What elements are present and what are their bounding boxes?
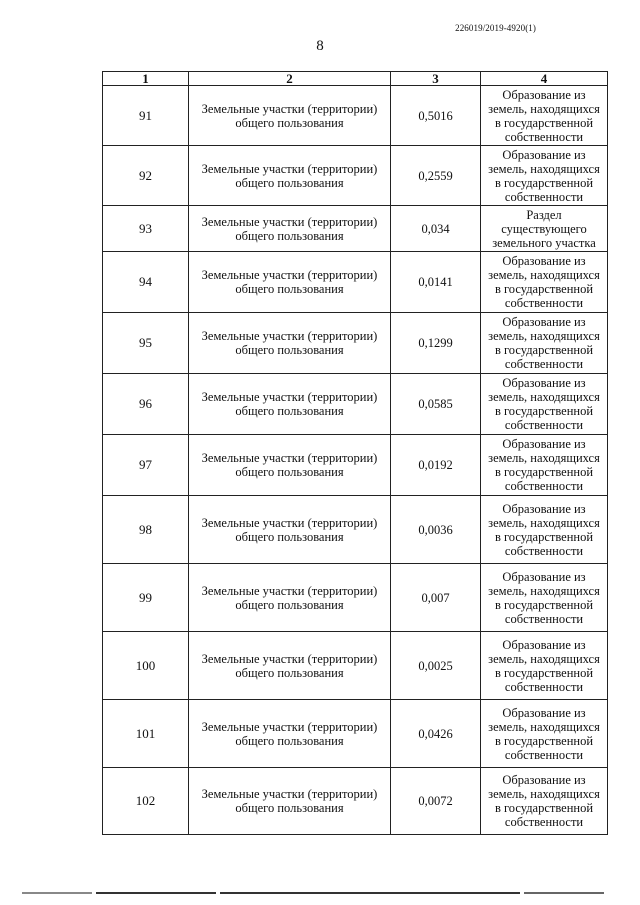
column-header: 3: [391, 72, 481, 86]
plot-purpose: Земельные участки (территории) общего пользования: [189, 146, 391, 206]
plot-purpose: Земельные участки (территории) общего пользования: [189, 252, 391, 313]
plot-number: 102: [103, 768, 189, 835]
plot-area: 0,5016: [391, 86, 481, 146]
formation-method: Образование из земель, находящихся в государственной собственности: [481, 252, 608, 313]
plot-number: 97: [103, 435, 189, 496]
plot-number: 91: [103, 86, 189, 146]
table-row: [103, 313, 608, 374]
plot-purpose: Земельные участки (территории) общего пользования: [189, 632, 391, 700]
plot-number: 93: [103, 206, 189, 252]
table-row: [103, 206, 608, 252]
table-row: [103, 700, 608, 768]
column-header: 2: [189, 72, 391, 86]
formation-method: Образование из земель, находящихся в государственной собственности: [481, 632, 608, 700]
table-row: [103, 496, 608, 564]
plot-purpose: Земельные участки (территории) общего пользования: [189, 374, 391, 435]
plot-number: 99: [103, 564, 189, 632]
formation-method: Образование из земель, находящихся в государственной собственности: [481, 768, 608, 835]
plot-purpose: Земельные участки (территории) общего пользования: [189, 313, 391, 374]
formation-method: Образование из земель, находящихся в государственной собственности: [481, 313, 608, 374]
plot-number: 94: [103, 252, 189, 313]
page-number: 8: [316, 38, 324, 54]
plot-purpose: Земельные участки (территории) общего пользования: [189, 496, 391, 564]
plot-area: 0,0072: [391, 768, 481, 835]
document-number: 226019/2019-4920(1): [455, 23, 536, 33]
table-row: [103, 435, 608, 496]
plot-area: 0,0585: [391, 374, 481, 435]
table-row: [103, 252, 608, 313]
plot-area: 0,0036: [391, 496, 481, 564]
table-row: [103, 564, 608, 632]
plot-purpose: Земельные участки (территории) общего пользования: [189, 86, 391, 146]
formation-method: Образование из земель, находящихся в государственной собственности: [481, 374, 608, 435]
plot-number: 98: [103, 496, 189, 564]
formation-method: Образование из земель, находящихся в государственной собственности: [481, 700, 608, 768]
formation-method: Образование из земель, находящихся в государственной собственности: [481, 146, 608, 206]
plot-area: 0,0025: [391, 632, 481, 700]
plot-purpose: Земельные участки (территории) общего пользования: [189, 435, 391, 496]
plot-area: 0,0192: [391, 435, 481, 496]
plot-area: 0,0141: [391, 252, 481, 313]
table-row: [103, 768, 608, 835]
formation-method: Образование из земель, находящихся в государственной собственности: [481, 564, 608, 632]
table-row: [103, 86, 608, 146]
formation-method: Образование из земель, находящихся в государственной собственности: [481, 86, 608, 146]
plot-area: 0,034: [391, 206, 481, 252]
table-row: [103, 146, 608, 206]
plot-purpose: Земельные участки (территории) общего пользования: [189, 700, 391, 768]
column-header: 1: [103, 72, 189, 86]
plot-purpose: Земельные участки (территории) общего пользования: [189, 768, 391, 835]
plot-number: 92: [103, 146, 189, 206]
formation-method: Образование из земель, находящихся в государственной собственности: [481, 435, 608, 496]
plot-purpose: Земельные участки (территории) общего пользования: [189, 564, 391, 632]
table-header-row: [103, 72, 608, 86]
formation-method: Образование из земель, находящихся в государственной собственности: [481, 496, 608, 564]
plot-area: 0,2559: [391, 146, 481, 206]
plot-number: 100: [103, 632, 189, 700]
plot-number: 96: [103, 374, 189, 435]
column-header: 4: [481, 72, 608, 86]
plot-area: 0,1299: [391, 313, 481, 374]
land-plots-table: [102, 71, 608, 835]
scan-footer-line: [0, 892, 640, 895]
plot-area: 0,0426: [391, 700, 481, 768]
plot-number: 101: [103, 700, 189, 768]
table-row: [103, 374, 608, 435]
plot-area: 0,007: [391, 564, 481, 632]
formation-method: Раздел существующего земельного участка: [481, 206, 608, 252]
plot-number: 95: [103, 313, 189, 374]
table-row: [103, 632, 608, 700]
plot-purpose: Земельные участки (территории) общего пользования: [189, 206, 391, 252]
